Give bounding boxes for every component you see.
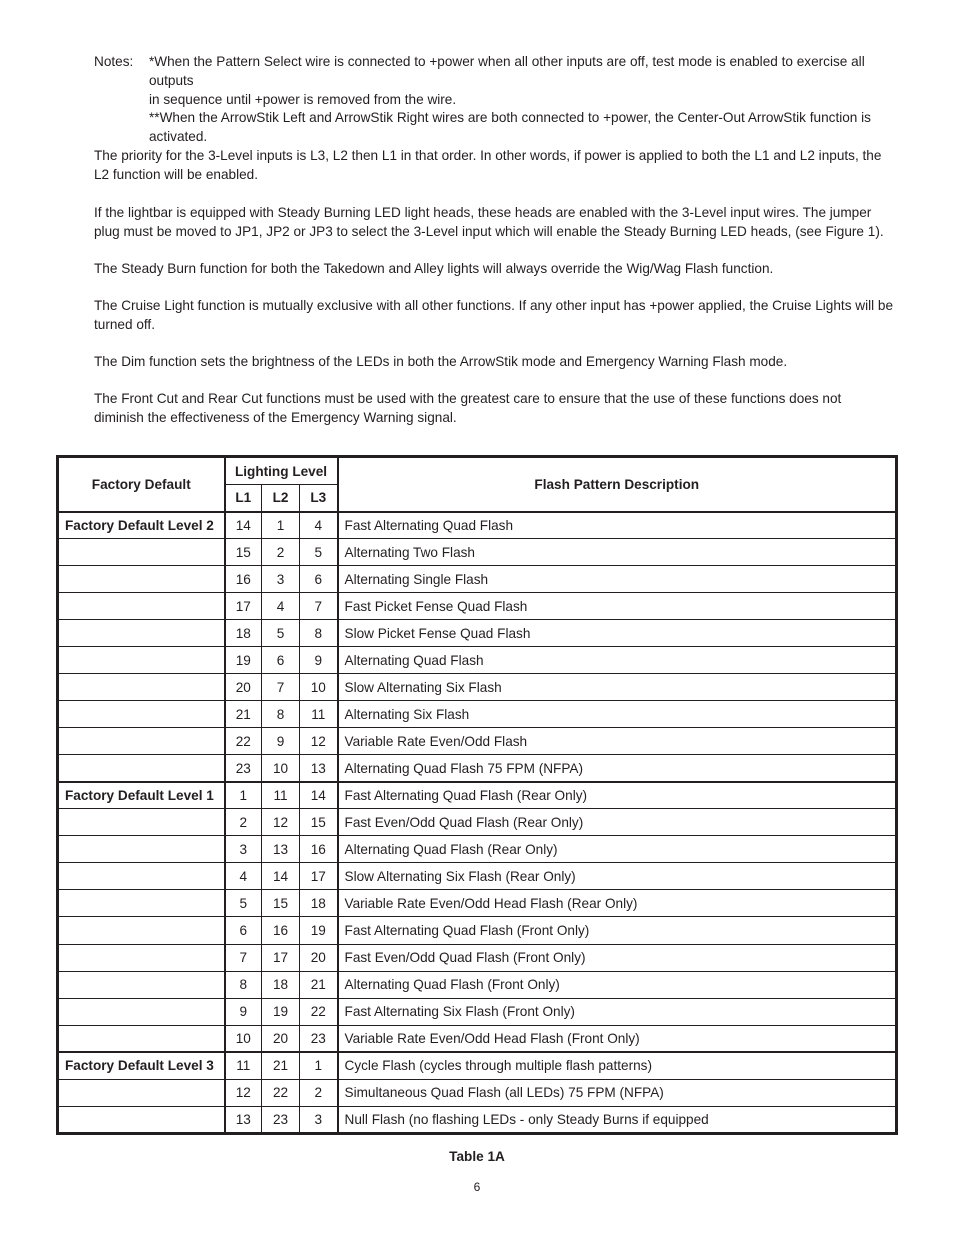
factory-default-cell [58,539,225,566]
l2-cell: 12 [262,809,300,836]
table-row [58,539,897,566]
l2-cell: 18 [262,971,300,998]
header-lighting-level: Lighting Level [225,457,338,485]
l1-cell: 20 [225,674,262,701]
l2-cell: 21 [262,1052,300,1079]
header-l2: L2 [262,485,300,512]
table-row [58,647,897,674]
l1-cell: 5 [225,890,262,917]
table-row [58,998,897,1025]
l2-cell: 9 [262,728,300,755]
l3-cell: 22 [300,998,338,1025]
flash-pattern-rows [58,512,897,1134]
l1-cell: 11 [225,1052,262,1079]
l3-cell: 9 [300,647,338,674]
l2-cell: 1 [262,512,300,539]
table-row [58,566,897,593]
l3-cell: 19 [300,917,338,944]
table-row [58,1106,897,1133]
factory-default-cell [58,593,225,620]
l3-cell: 8 [300,620,338,647]
l1-cell: 4 [225,863,262,890]
factory-default-cell [58,917,225,944]
table-caption: Table 1A [449,1149,505,1164]
l3-cell: 23 [300,1025,338,1052]
pattern-description-cell: Alternating Quad Flash (Rear Only) [338,836,897,863]
pattern-description-cell: Fast Alternating Quad Flash [338,512,897,539]
factory-default-cell [58,971,225,998]
header-l1: L1 [225,485,262,512]
l1-cell: 6 [225,917,262,944]
paragraph-front-rear-cut: The Front Cut and Rear Cut functions must be used with the greatest care to ensure that the use of these functions does not diminish the effectiveness of the Emergency Warning signal. [94,391,842,425]
l1-cell: 3 [225,836,262,863]
l1-cell: 18 [225,620,262,647]
table-row [58,701,897,728]
l2-cell: 10 [262,755,300,782]
factory-default-cell: Factory Default Level 2 [58,512,225,539]
l1-cell: 21 [225,701,262,728]
l3-cell: 11 [300,701,338,728]
table-row [58,917,897,944]
pattern-description-cell: Slow Picket Fense Quad Flash [338,620,897,647]
factory-default-cell [58,998,225,1025]
l3-cell: 10 [300,674,338,701]
table-row [58,728,897,755]
pattern-description-cell: Alternating Six Flash [338,701,897,728]
table-row [58,809,897,836]
header-factory-default: Factory Default [58,457,225,512]
factory-default-cell [58,944,225,971]
l3-cell: 6 [300,566,338,593]
table-row [58,1052,897,1079]
pattern-description-cell: Slow Alternating Six Flash [338,674,897,701]
l2-cell: 7 [262,674,300,701]
table-row [58,836,897,863]
factory-default-cell [58,809,225,836]
pattern-description-cell: Alternating Quad Flash 75 FPM (NFPA) [338,755,897,782]
factory-default-cell [58,1025,225,1052]
l3-cell: 3 [300,1106,338,1133]
header-l3: L3 [300,485,338,512]
note-test-mode-line2: in sequence until +power is removed from the wire. [149,92,457,107]
pattern-description-cell: Alternating Quad Flash (Front Only) [338,971,897,998]
header-flash-pattern-description: Flash Pattern Description [338,457,897,512]
pattern-description-cell: Variable Rate Even/Odd Flash [338,728,897,755]
pattern-description-cell: Variable Rate Even/Odd Head Flash (Front Only) [338,1025,897,1052]
l3-cell: 21 [300,971,338,998]
l1-cell: 19 [225,647,262,674]
factory-default-cell [58,701,225,728]
table-row [58,863,897,890]
paragraph-cruise-light: The Cruise Light function is mutually exclusive with all other functions. If any other input has +power applied, the Cruise Lights will be turned off. [94,298,894,332]
factory-default-cell [58,728,225,755]
pattern-description-cell: Fast Alternating Six Flash (Front Only) [338,998,897,1025]
l2-cell: 17 [262,944,300,971]
factory-default-cell [58,755,225,782]
l3-cell: 20 [300,944,338,971]
l1-cell: 13 [225,1106,262,1133]
l1-cell: 15 [225,539,262,566]
l1-cell: 17 [225,593,262,620]
l1-cell: 8 [225,971,262,998]
l1-cell: 2 [225,809,262,836]
l2-cell: 11 [262,782,300,809]
factory-default-cell [58,890,225,917]
l1-cell: 14 [225,512,262,539]
notes-label: Notes: [94,54,134,69]
l2-cell: 16 [262,917,300,944]
factory-default-cell: Factory Default Level 3 [58,1052,225,1079]
l2-cell: 20 [262,1025,300,1052]
table-row [58,755,897,782]
l2-cell: 2 [262,539,300,566]
l3-cell: 4 [300,512,338,539]
factory-default-cell [58,1106,225,1133]
table-row [58,1025,897,1052]
l1-cell: 12 [225,1079,262,1106]
l3-cell: 5 [300,539,338,566]
pattern-description-cell: Fast Alternating Quad Flash (Rear Only) [338,782,897,809]
factory-default-cell [58,863,225,890]
l3-cell: 12 [300,728,338,755]
l1-cell: 16 [225,566,262,593]
table-row [58,512,897,539]
table-row [58,782,897,809]
pattern-description-cell: Cycle Flash (cycles through multiple flash patterns) [338,1052,897,1079]
l3-cell: 7 [300,593,338,620]
factory-default-cell [58,647,225,674]
pattern-description-cell: Null Flash (no flashing LEDs - only Steady Burns if equipped [338,1106,897,1133]
l2-cell: 19 [262,998,300,1025]
table-row [58,971,897,998]
pattern-description-cell: Slow Alternating Six Flash (Rear Only) [338,863,897,890]
pattern-description-cell: Simultaneous Quad Flash (all LEDs) 75 FPM (NFPA) [338,1079,897,1106]
note-test-mode [149,52,894,109]
flash-pattern-table [56,455,898,1135]
pattern-description-cell: Alternating Single Flash [338,566,897,593]
pattern-description-cell: Alternating Quad Flash [338,647,897,674]
paragraph-steady-burn-override: The Steady Burn function for both the Takedown and Alley lights will always override the Wig/Wag Flash function. [94,261,774,276]
l1-cell: 23 [225,755,262,782]
l2-cell: 3 [262,566,300,593]
table-row [58,593,897,620]
table-row [58,890,897,917]
l3-cell: 17 [300,863,338,890]
pattern-description-cell: Alternating Two Flash [338,539,897,566]
table-row [58,620,897,647]
l2-cell: 23 [262,1106,300,1133]
page-number: 6 [473,1180,481,1194]
l1-cell: 9 [225,998,262,1025]
l3-cell: 15 [300,809,338,836]
l2-cell: 22 [262,1079,300,1106]
pattern-description-cell: Fast Alternating Quad Flash (Front Only) [338,917,897,944]
l2-cell: 5 [262,620,300,647]
note-center-out: **When the ArrowStik Left and ArrowStik Right wires are both connected to +power, the Center-Out ArrowStik function is activated. [149,110,871,144]
l3-cell: 18 [300,890,338,917]
l2-cell: 14 [262,863,300,890]
factory-default-cell [58,674,225,701]
table-row [58,674,897,701]
note-test-mode-line1: *When the Pattern Select wire is connected to +power when all other inputs are off, test mode is enabled to exercise all outputs [149,54,865,88]
factory-default-cell [58,620,225,647]
l3-cell: 2 [300,1079,338,1106]
l1-cell: 22 [225,728,262,755]
l3-cell: 16 [300,836,338,863]
paragraph-priority: The priority for the 3-Level inputs is L3, L2 then L1 in that order. In other words, if power is applied to both the L1 and L2 inputs, the L2 function will be enabled. [94,148,882,182]
l2-cell: 15 [262,890,300,917]
l2-cell: 4 [262,593,300,620]
pattern-description-cell: Fast Even/Odd Quad Flash (Rear Only) [338,809,897,836]
l1-cell: 10 [225,1025,262,1052]
factory-default-cell [58,1079,225,1106]
l2-cell: 13 [262,836,300,863]
pattern-description-cell: Fast Even/Odd Quad Flash (Front Only) [338,944,897,971]
pattern-description-cell: Fast Picket Fense Quad Flash [338,593,897,620]
l3-cell: 13 [300,755,338,782]
factory-default-cell [58,836,225,863]
factory-default-cell [58,566,225,593]
l3-cell: 1 [300,1052,338,1079]
pattern-description-cell: Variable Rate Even/Odd Head Flash (Rear Only) [338,890,897,917]
l1-cell: 7 [225,944,262,971]
factory-default-cell: Factory Default Level 1 [58,782,225,809]
l3-cell: 14 [300,782,338,809]
l2-cell: 6 [262,647,300,674]
l2-cell: 8 [262,701,300,728]
l1-cell: 1 [225,782,262,809]
paragraph-steady-burn-heads: If the lightbar is equipped with Steady Burning LED light heads, these heads are enabled with the 3-Level input wires. The jumper plug must be moved to JP1, JP2 or JP3 to select the 3-Level input which will enable the Steady Burning LED heads, (see Figure 1). [94,205,884,239]
paragraph-dim: The Dim function sets the brightness of the LEDs in both the ArrowStik mode and Emergency Warning Flash mode. [94,354,788,369]
table-row [58,944,897,971]
table-row [58,1079,897,1106]
